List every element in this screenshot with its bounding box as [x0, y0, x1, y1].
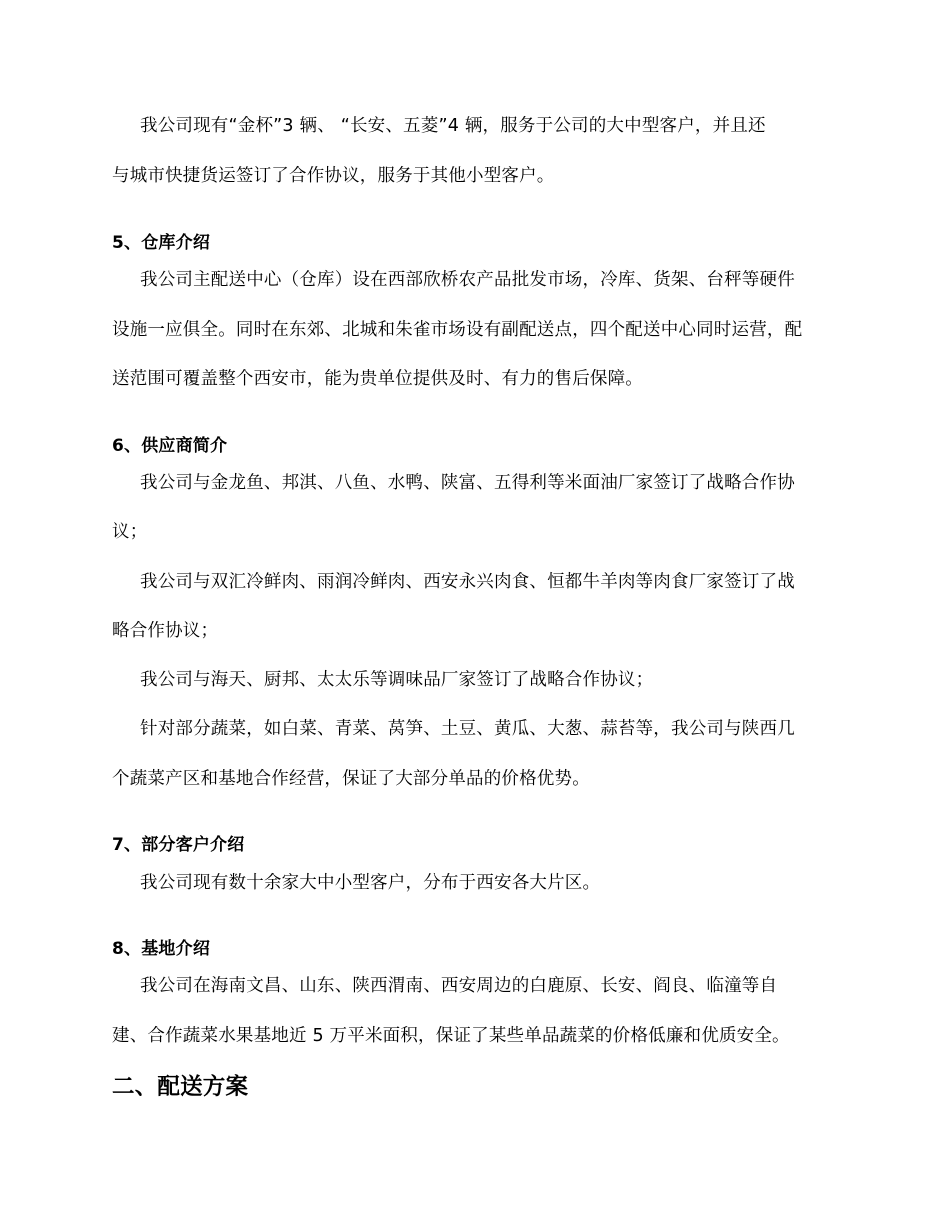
section-heading-suppliers: 6、供应商简介 [112, 436, 228, 456]
paragraph-bases-line-1: 我公司在海南文昌、山东、陕西渭南、西安周边的白鹿原、长安、阎良、临潼等自 [140, 976, 778, 996]
paragraph-warehouse-line-3: 送范围可覆盖整个西安市，能为贵单位提供及时、有力的售后保障。 [112, 369, 643, 389]
paragraph-suppliers-4-line-1: 针对部分蔬菜，如白菜、青菜、莴笋、土豆、黄瓜、大葱、蒜苔等，我公司与陕西几 [140, 719, 795, 739]
chapter-heading-delivery-plan: 二、配送方案 [112, 1074, 249, 1100]
paragraph-suppliers-1-line-1: 我公司与金龙鱼、邦淇、八鱼、水鸭、陕富、五得利等米面油厂家签订了战略合作协 [140, 473, 795, 493]
paragraph-warehouse-line-1: 我公司主配送中心（仓库）设在西部欣桥农产品批发市场，冷库、货架、台秤等硬件 [140, 270, 795, 290]
section-heading-warehouse: 5、仓库介绍 [112, 233, 211, 253]
paragraph-suppliers-4-line-2: 个蔬菜产区和基地合作经营，保证了大部分单品的价格优势。 [112, 769, 590, 789]
paragraph-clients: 我公司现有数十余家大中小型客户，分布于西安各大片区。 [140, 873, 601, 893]
paragraph-suppliers-3: 我公司与海天、厨邦、太太乐等调味品厂家签订了战略合作协议； [140, 670, 654, 690]
paragraph-vehicles-line-1: 我公司现有“金杯”3 辆、 “长安、五菱”4 辆，服务于公司的大中型客户，并且还 [140, 116, 766, 136]
paragraph-bases-line-2: 建、合作蔬菜水果基地近 5 万平米面积，保证了某些单品蔬菜的价格低廉和优质安全。 [112, 1026, 790, 1046]
paragraph-vehicles-line-2: 与城市快捷货运签订了合作协议，服务于其他小型客户。 [112, 166, 555, 186]
paragraph-suppliers-2-line-2: 略合作协议； [112, 621, 219, 641]
section-heading-bases: 8、基地介绍 [112, 939, 211, 959]
paragraph-suppliers-2-line-1: 我公司与双汇冷鲜肉、雨润冷鲜肉、西安永兴肉食、恒都牛羊肉等肉食厂家签订了战 [140, 572, 795, 592]
paragraph-suppliers-1-line-2: 议； [112, 522, 148, 542]
section-heading-clients: 7、部分客户介绍 [112, 835, 245, 855]
paragraph-warehouse-line-2: 设施一应俱全。同时在东郊、北城和朱雀市场设有副配送点，四个配送中心同时运营，配 [112, 320, 803, 340]
